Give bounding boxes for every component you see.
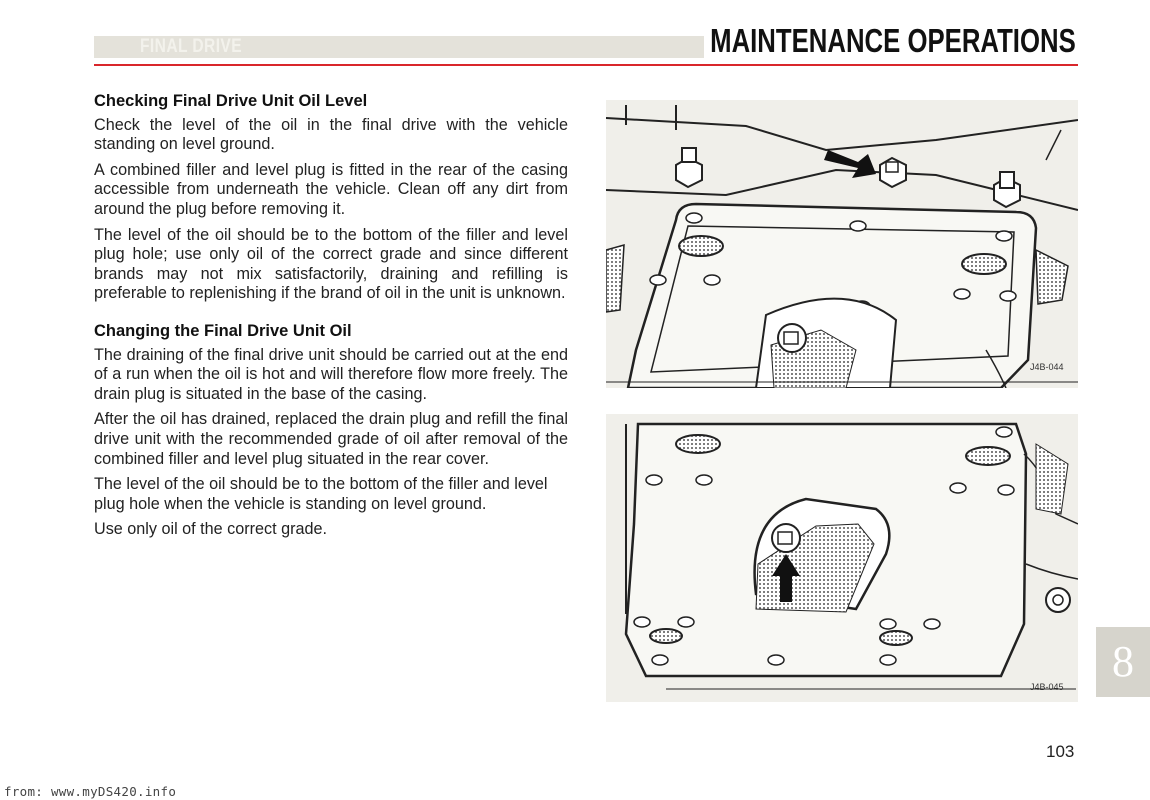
text-column xyxy=(94,92,568,546)
page-title: MAINTENANCE OPERATIONS xyxy=(710,22,1076,59)
figure-code: J4B-045 xyxy=(1030,682,1064,692)
heading-changing-oil: Changing the Final Drive Unit Oil xyxy=(94,321,352,340)
figure-drain-plug xyxy=(606,414,1078,702)
figure-filler-plug xyxy=(606,100,1078,388)
paragraph: The draining of the final drive unit should be carried out at the end of a run when the oil is hot and will therefore flow more freely. The drain plug is situated in the base of the casing. xyxy=(94,345,568,403)
chapter-number: 8 xyxy=(1112,637,1134,686)
paragraph: Use only oil of the correct grade. xyxy=(94,520,328,539)
paragraph: A combined filler and level plug is fitted in the rear of the casing accessible from underneath the vehicle. Clean off any dirt from around the plug before removing it. xyxy=(94,160,568,218)
watermark: from: www.myDS420.info xyxy=(4,784,177,799)
paragraph: The level of the oil should be to the bottom of the filler and level plug hole when the vehicle is standing on level ground. xyxy=(94,475,548,513)
paragraph: The level of the oil should be to the bottom of the filler and level plug hole; use only oil of the correct grade and since different brands may not mix satisfactorily, draining and refilling is preferable to replenishing if the brand of oil in the unit is unknown. xyxy=(94,225,568,303)
paragraph: Check the level of the oil in the final drive with the vehicle standing on level ground. xyxy=(94,115,568,154)
section-label: FINAL DRIVE xyxy=(140,36,243,57)
heading-checking-oil-level: Checking Final Drive Unit Oil Level xyxy=(94,92,368,110)
page-number: 103 xyxy=(1046,742,1075,761)
paragraph: After the oil has drained, replaced the drain plug and refill the final drive unit with the recommended grade of oil after removal of the combined filler and level plug situated in the rear cover. xyxy=(94,410,568,468)
header-rule xyxy=(94,64,1078,66)
figure-code: J4B-044 xyxy=(1030,362,1064,372)
